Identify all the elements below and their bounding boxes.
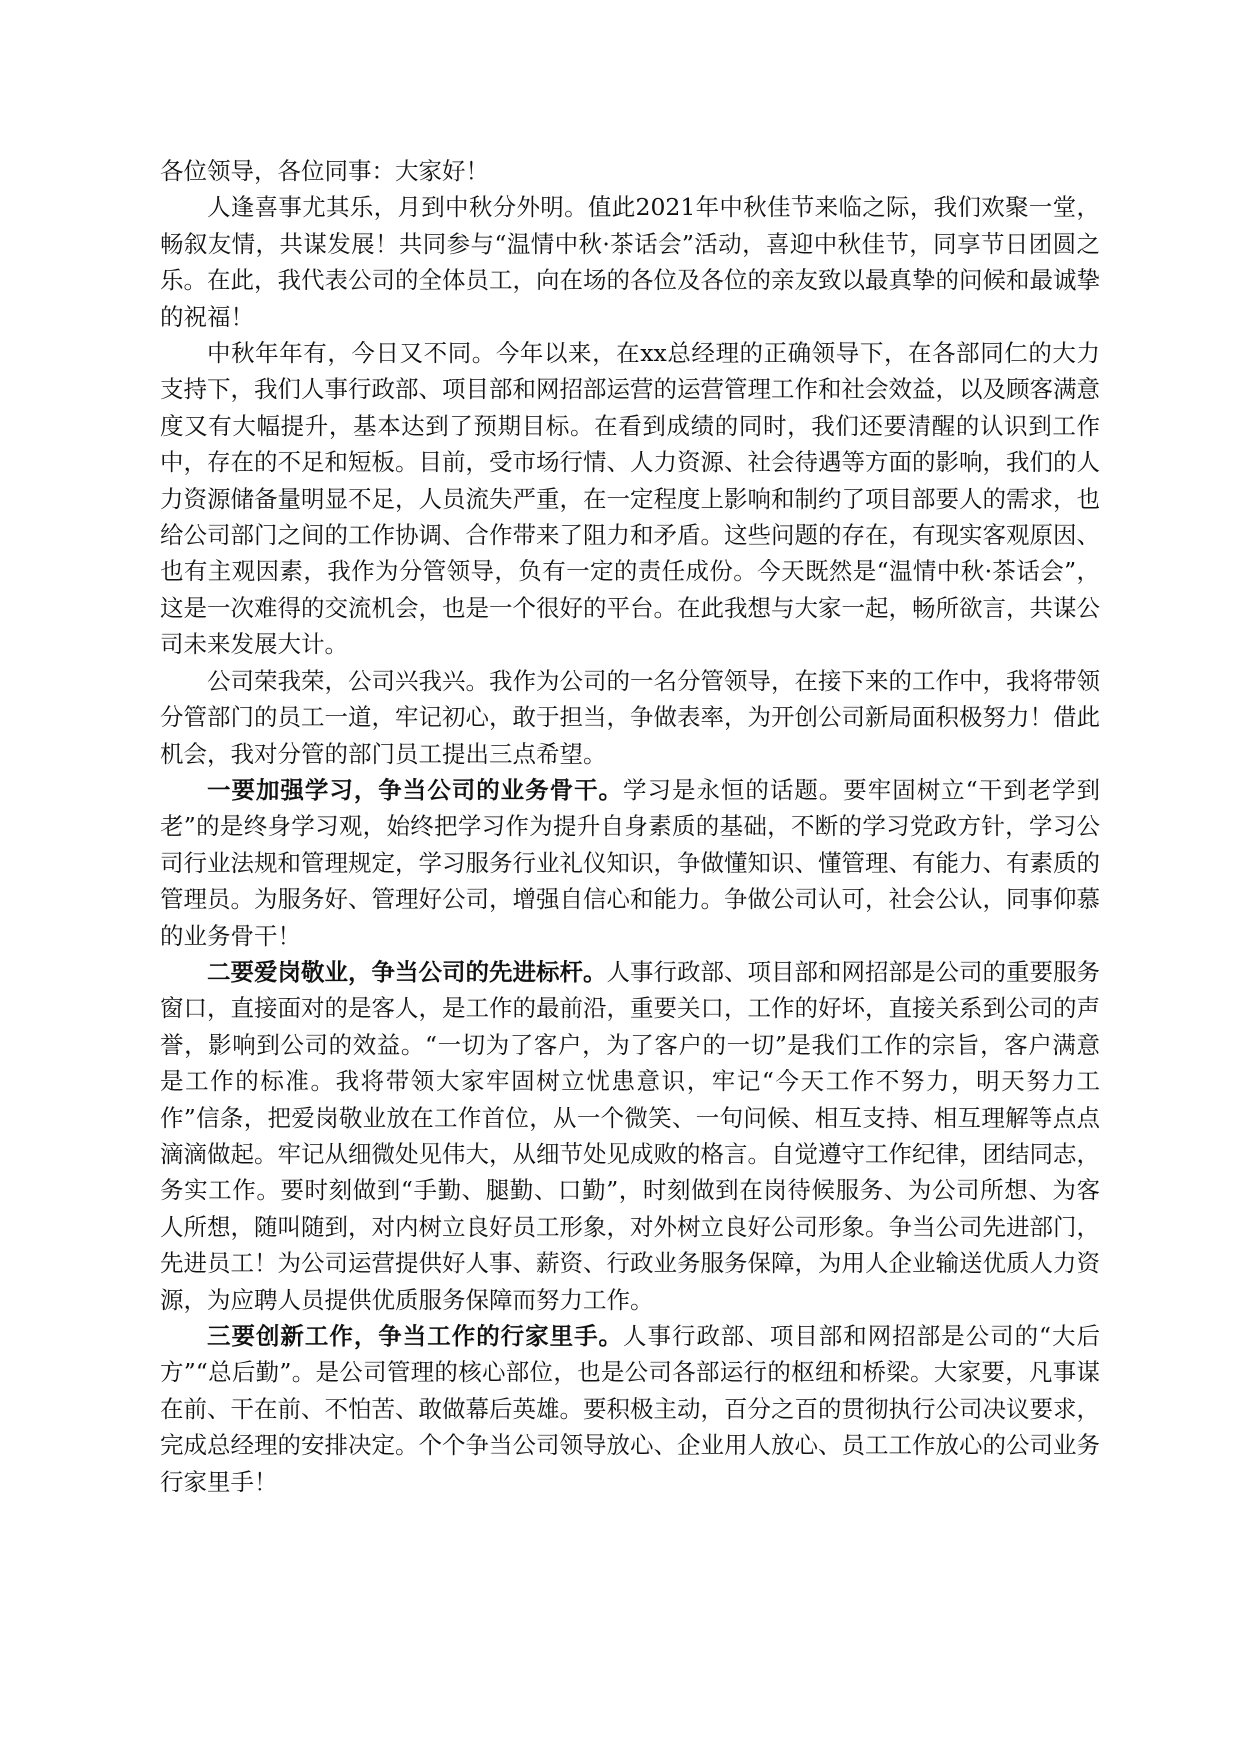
paragraph-2 — [160, 335, 1100, 663]
paragraph-5 — [160, 954, 1100, 1318]
paragraph-3-text: 公司荣我荣，公司兴我兴。我作为公司的一名分管领导，在接下来的工作中，我将带领分管部门的员工一道，牢记初心，敢于担当，争做表率，为开创公司新局面积极努力！借此机会，我对分管的部门员工提出三点希望。 — [160, 666, 1100, 768]
paragraph-6 — [160, 1318, 1100, 1500]
paragraph-5-lead: 二要爱岗敬业，争当公司的先进标杆。 — [207, 957, 607, 986]
paragraph-4-text: 学习是永恒的话题。要牢固树立“干到老学到老”的是终身学习观，始终把学习作为提升自身素质的基础，不断的学习党政方针，学习公司行业法规和管理规定，学习服务行业礼仪知识，争做懂知识、懂管理、有能力、有素质的管理员。为服务好、管理好公司，增强自信心和能力。争做公司认可，社会公认，同事仰慕的业务骨干！ — [160, 775, 1101, 950]
paragraph-2-text: 中秋年年有，今日又不同。今年以来，在xx总经理的正确领导下，在各部同仁的大力支持下，我们人事行政部、项目部和网招部运营的运营管理工作和社会效益，以及顾客满意度又有大幅提升，基本达到了预期目标。在看到成绩的同时，我们还要清醒的认识到工作中，存在的不足和短板。目前，受市场行情、人力资源、社会待遇等方面的影响，我们的人力资源储备量明显不足，人员流失严重，在一定程度上影响和制约了项目部要人的需求，也给公司部门之间的工作协调、合作带来了阻力和矛盾。这些问题的存在，有现实客观原因、也有主观因素，我作为分管领导，负有一定的责任成份。今天既然是“温情中秋·茶话会”，这是一次难得的交流机会，也是一个很好的平台。在此我想与大家一起，畅所欲言，共谋公司未来发展大计。 — [160, 339, 1100, 659]
paragraph-6-text: 人事行政部、项目部和网招部是公司的“大后方”“总后勤”。是公司管理的核心部位，也是公司各部运行的枢纽和桥梁。大家要，凡事谋在前、干在前、不怕苦、敢做幕后英雄。要积极主动，百分之百的贯彻执行公司决议要求，完成总经理的安排决定。个个争当公司领导放心、企业用人放心、员工工作放心的公司业务行家里手！ — [160, 1322, 1101, 1496]
document-page — [160, 153, 1100, 1500]
paragraph-5-text: 人事行政部、项目部和网招部是公司的重要服务窗口，直接面对的是客人，是工作的最前沿，重要关口，工作的好坏，直接关系到公司的声誉，影响到公司的效益。“一切为了客户，为了客户的一切”是我们工作的宗旨，客户满意是工作的标准。我将带领大家牢固树立忧患意识，牢记“今天工作不努力，明天努力工作”信条，把爱岗敬业放在工作首位，从一个微笑、一句问候、相互支持、相互理解等点点滴滴做起。牢记从细微处见伟大，从细节处见成败的格言。自觉遵守工作纪律，团结同志，务实工作。要时刻做到“手勤、腿勤、口勤”，时刻做到在岗待候服务、为公司所想、为客人所想，随叫随到，对内树立良好员工形象，对外树立良好公司形象。争当公司先进部门，先进员工！为公司运营提供好人事、薪资、行政业务服务保障，为用人企业输送优质人力资源，为应聘人员提供优质服务保障而努力工作。 — [160, 957, 1100, 1314]
paragraph-1 — [160, 189, 1100, 335]
paragraph-6-lead: 三要创新工作，争当工作的行家里手。 — [207, 1322, 624, 1350]
paragraph-3 — [160, 663, 1100, 772]
paragraph-4-lead: 一要加强学习，争当公司的业务骨干。 — [207, 775, 624, 804]
paragraph-4 — [160, 772, 1100, 954]
greeting: 各位领导，各位同事：大家好！ — [160, 157, 489, 185]
paragraph-1-text: 人逢喜事尤其乐，月到中秋分外明。值此2021年中秋佳节来临之际，我们欢聚一堂，畅叙友情，共谋发展！共同参与“温情中秋·茶话会”活动，喜迎中秋佳节，同享节日团圆之乐。在此，我代表公司的全体员工，向在场的各位及各位的亲友致以最真挚的问候和最诚挚的祝福！ — [160, 193, 1100, 331]
